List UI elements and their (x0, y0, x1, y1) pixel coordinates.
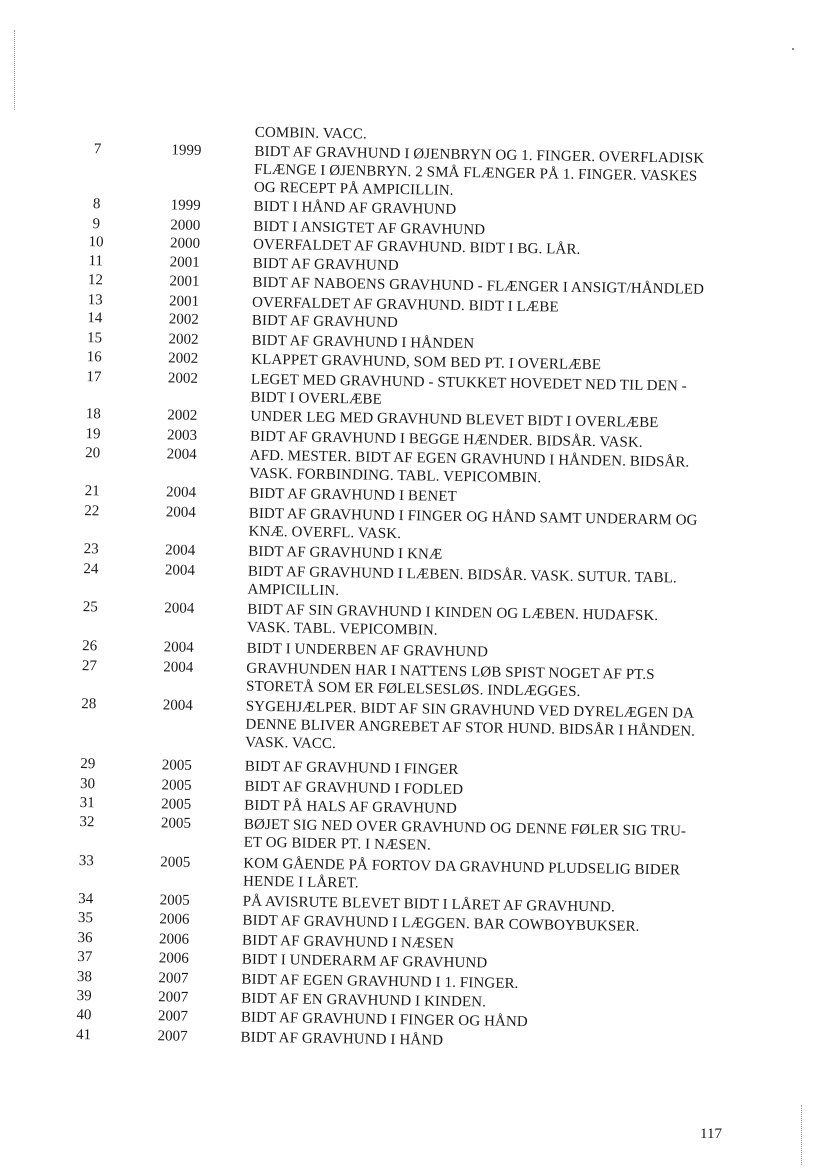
incident-number: 9 (92, 216, 101, 233)
incident-number: 11 (88, 253, 104, 270)
incident-number: 27 (81, 658, 98, 675)
description-line: BIDT I ANSIGTET AF GRAVHUND (253, 218, 486, 239)
description-line: BIDT AF GRAVHUND I FINGER OG HÅND SAMT UNDERARM OG (248, 505, 698, 529)
incident-number: 40 (76, 1007, 92, 1024)
incident-number: 8 (92, 196, 101, 213)
description-line: OVERFALDET AF GRAVHUND. BIDT I BG. LÅR. (252, 236, 581, 258)
description-line: BIDT AF GRAVHUND I LÆBEN. BIDSÅR. VASK. SUTUR. TABL. (247, 563, 677, 587)
description-line: BIDT I UNDERARM AF GRAVHUND (241, 951, 488, 972)
incident-description (247, 563, 768, 607)
incident-number: 12 (87, 272, 104, 289)
description-line: BIDT AF GRAVHUND I LÆGGEN. BAR COWBOYBUKSER. (242, 912, 640, 935)
incident-number: 13 (87, 292, 103, 309)
description-line: BIDT AF GRAVHUND I HÅND (240, 1029, 444, 1049)
incident-year: 2001 (168, 293, 200, 310)
incident-number: 41 (75, 1027, 92, 1044)
incident-year: 2005 (160, 815, 192, 832)
incident-year: 2002 (168, 331, 199, 348)
description-line: PÅ AVISRUTE BLEVET BIDT I LÅRET AF GRAVHUND. (242, 893, 616, 916)
description-line: SYGEHJÆLPER. BIDT AF SIN GRAVHUND VED DYRELÆGEN DA (245, 698, 695, 722)
description-line: AFD. MESTER. BIDT AF EGEN GRAVHUND I HÅNDEN. BIDSÅR. (249, 447, 690, 471)
description-line: STORETÅ SOM ER FØLELSESLØS. INDLÆGGES. (245, 678, 581, 700)
incident-year: 2004 (162, 697, 193, 714)
description-line: BIDT AF EGEN GRAVHUND I 1. FINGER. (241, 971, 519, 992)
description-line: DENNE BLIVER ANGREBET AF STOR HUND. BIDSÅR I HÅNDEN. (245, 716, 696, 740)
incident-number: 16 (86, 349, 102, 366)
incident-number: 28 (81, 696, 97, 713)
incident-description (254, 143, 775, 205)
incident-year: 2007 (158, 970, 189, 987)
incident-number: 34 (78, 891, 94, 908)
description-line: BIDT AF NABOENS GRAVHUND - FLÆNGER I ANSIGT/HÅNDLED (252, 274, 705, 298)
header-line: COMBIN. VACC. (254, 124, 367, 143)
description-line: BIDT AF GRAVHUND I FODLED (244, 778, 464, 799)
incident-number: 18 (85, 406, 101, 423)
description-line: BIDT AF SIN GRAVHUND I KINDEN OG LÆBEN. HUDAFSK. (247, 601, 659, 625)
incident-description (245, 698, 766, 760)
header-line-row (0, 120, 826, 143)
description-line: HENDE I LÅRET. (242, 873, 359, 892)
incident-year: 2006 (158, 931, 190, 948)
description-line: GRAVHUNDEN HAR I NATTENS LØB SPIST NOGET AF PT.S (246, 660, 655, 684)
description-line: BIDT AF GRAVHUND I ØJENBRYN OG 1. FINGER. OVERFLADISK (254, 143, 705, 167)
incident-year: 2002 (168, 311, 199, 328)
incident-year: 1999 (170, 197, 201, 214)
incident-year: 2006 (158, 950, 189, 967)
incident-year: 2004 (164, 600, 195, 617)
description-line: LEGET MED GRAVHUND - STUKKET HOVEDET NED TIL DEN - (250, 371, 687, 395)
description-line: BØJET SIG NED OVER GRAVHUND OG DENNE FØLER SIG TRU- (243, 816, 687, 840)
description-line: BIDT AF GRAVHUND I KNÆ (248, 543, 443, 563)
incident-number: 14 (87, 310, 103, 327)
incident-description (249, 447, 770, 491)
incident-year: 2002 (168, 350, 199, 367)
incident-year: 2004 (165, 484, 197, 501)
incident-year: 2007 (157, 1008, 189, 1025)
incident-number: 20 (85, 445, 101, 462)
incident-year: 2005 (159, 892, 190, 909)
incident-year: 2005 (161, 757, 192, 774)
description-line: BIDT AF GRAVHUND I FINGER OG HÅND (240, 1009, 528, 1031)
incident-number: 37 (77, 949, 93, 966)
incident-year: 2000 (170, 217, 201, 234)
incident-year: 2004 (164, 562, 196, 579)
description-line: OG RECEPT PÅ AMPICILLIN. (253, 179, 454, 199)
description-line: FLÆNGE I ØJENBRYN. 2 SMÅ FLÆNGER PÅ 1. FINGER. VASKES (254, 161, 698, 185)
description-line: KOM GÅENDE PÅ FORTOV DA GRAVHUND PLUDSELIG BIDER (243, 855, 681, 879)
incident-number: 36 (77, 930, 93, 947)
incident-year: 2004 (165, 542, 196, 559)
incident-number: 7 (93, 141, 102, 158)
description-line: BIDT I HÅND AF GRAVHUND (253, 198, 457, 218)
incident-year: 2003 (166, 427, 198, 444)
description-line: BIDT I OVERLÆBE (250, 389, 382, 408)
incident-description (243, 855, 764, 899)
description-line: BIDT AF GRAVHUND I HÅNDEN (251, 332, 475, 353)
incident-number: 17 (86, 369, 102, 386)
incident-year: 2002 (167, 407, 198, 424)
description-line: KNÆ. OVERFL. VASK. (248, 523, 402, 543)
incident-number: 21 (84, 483, 100, 500)
incident-year: 2004 (163, 659, 194, 676)
incident-year: 2007 (158, 989, 189, 1006)
incident-number: 26 (82, 638, 98, 655)
incident-year: 2002 (167, 370, 199, 387)
description-line: VASK. FORBINDING. TABL. VEPICOMBIN. (249, 465, 542, 487)
description-line: BIDT I UNDERBEN AF GRAVHUND (246, 640, 489, 661)
description-line: BIDT AF GRAVHUND I BEGGE HÆNDER. BIDSÅR. VASK. (249, 428, 643, 451)
incident-year: 2001 (169, 254, 200, 271)
description-line: ET OG BIDER PT. I NÆSEN. (243, 834, 431, 854)
incident-number: 22 (84, 503, 100, 520)
incident-number: 10 (88, 234, 104, 251)
incident-number: 35 (77, 910, 94, 927)
description-line: KLAPPET GRAVHUND, SOM BED PT. I OVERLÆBE (251, 351, 602, 374)
incident-year: 1999 (171, 142, 202, 159)
description-line: VASK. VACC. (245, 734, 337, 753)
description-line: BIDT AF GRAVHUND (251, 312, 399, 331)
description-line: UNDER LEG MED GRAVHUND BLEVET BIDT I OVERLÆBE (250, 408, 659, 432)
incident-number: 32 (79, 814, 95, 831)
incident-number: 23 (83, 541, 99, 558)
incident-number: 29 (80, 756, 96, 773)
incident-number: 30 (79, 776, 96, 793)
incident-number: 24 (83, 561, 99, 578)
description-line: BIDT AF GRAVHUND I FINGER (244, 758, 459, 778)
incident-year: 2006 (159, 911, 190, 928)
description-line: AMPICILLIN. (247, 581, 340, 600)
incident-year: 2005 (161, 796, 192, 813)
description-line: BIDT AF GRAVHUND (252, 255, 399, 274)
incident-year: 2005 (160, 854, 191, 871)
incident-year: 2005 (161, 777, 192, 794)
description-line: BIDT AF EN GRAVHUND I KINDEN. (241, 990, 487, 1011)
incident-year: 2007 (157, 1028, 188, 1045)
incident-number: 39 (76, 988, 92, 1005)
incident-description (248, 505, 769, 549)
incident-description (246, 660, 767, 704)
description-line: BIDT PÅ HALS AF GRAVHUND (244, 797, 458, 817)
description-line: BIDT AF GRAVHUND I NÆSEN (241, 932, 455, 952)
incident-number: 25 (82, 599, 98, 616)
incident-year: 2001 (169, 273, 200, 290)
description-line: VASK. TABL. VEPICOMBIN. (246, 619, 438, 639)
incident-number: 19 (85, 426, 101, 443)
description-line: BIDT AF GRAVHUND I BENET (248, 485, 457, 505)
description-line: OVERFALDET AF GRAVHUND. BIDT I LÆBE (251, 294, 559, 316)
incident-number: 31 (79, 795, 95, 812)
incident-number: 38 (76, 969, 93, 986)
incident-description (243, 816, 764, 860)
incident-year: 2004 (166, 446, 197, 463)
page-number: 117 (700, 1126, 722, 1142)
incident-year: 2004 (165, 504, 196, 521)
incident-number: 33 (78, 853, 94, 870)
incident-year: 2004 (163, 639, 194, 656)
incident-year: 2000 (169, 235, 201, 252)
incident-number: 15 (86, 330, 103, 347)
incident-description (247, 601, 768, 645)
